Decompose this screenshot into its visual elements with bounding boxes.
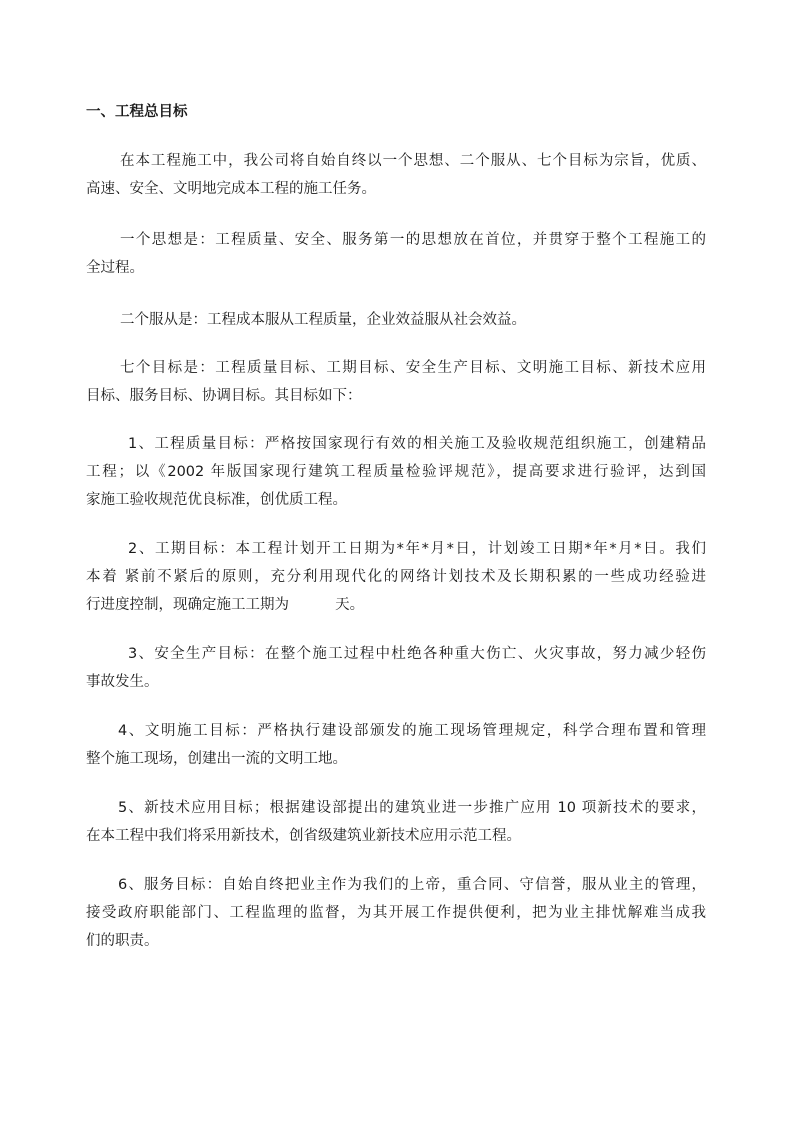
text-line: 6、服务目标：自始自终把业主作为我们的上帝，重合同、守信誉，服从业主的管理， [118,877,706,893]
text-line: 5、新技术应用目标；根据建设部提出的建筑业进一步推广应用 10 项新技术的要求， [118,800,706,816]
text-line: 在本工程施工中，我公司将自始自终以一个思想、二个服从、七个目标为宗旨，优质、 [120,153,706,169]
text-line: 事故发生。 [86,674,159,690]
text-line: 接受政府职能部门、工程监理的监督，为其开展工作提供便利，把为业主排忧解难当成我 [86,905,706,921]
text-line: 全过程。 [86,260,144,276]
section-heading: 一、工程总目标 [86,103,188,120]
text-line: 整个施工现场，创建出一流的文明工地。 [86,751,347,767]
text-line: 在本工程中我们将采用新技术，创省级建筑业新技术应用示范工程。 [86,828,521,844]
text-line: 二个服从是：工程成本服从工程质量，企业效益服从社会效益。 [120,312,526,328]
text-line: 本着 紧前不紧后的原则，充分利用现代化的网络计划技术及长期积累的一些成功经验进 [86,569,706,585]
text-line: 工程；以《2002 年版国家现行建筑工程质量检验评规范》，提高要求进行验评，达到国 [86,464,706,480]
text-line: 行进度控制，现确定施工工期为 天。 [86,597,365,613]
text-line: 一个思想是：工程质量、安全、服务第一的思想放在首位，并贯穿于整个工程施工的 [120,232,706,248]
text-line: 1、工程质量目标：严格按国家现行有效的相关施工及验收规范组织施工，创建精品 [128,436,706,452]
text-line: 2、工期目标：本工程计划开工日期为*年*月*日，计划竣工日期*年*月*日。我们 [128,541,706,557]
text-line: 4、文明施工目标：严格执行建设部颁发的施工现场管理规定，科学合理布置和管理 [118,723,706,739]
text-line: 目标、服务目标、协调目标。其目标如下： [86,388,362,404]
text-line: 七个目标是：工程质量目标、工期目标、安全生产目标、文明施工目标、新技术应用 [120,360,706,376]
text-line: 高速、安全、文明地完成本工程的施工任务。 [86,181,376,197]
text-line: 们的职责。 [86,933,159,949]
text-line: 家施工验收规范优良标准，创优质工程。 [86,492,347,508]
text-line: 3、安全生产目标：在整个施工过程中杜绝各种重大伤亡、火灾事故，努力减少轻伤 [128,646,706,662]
